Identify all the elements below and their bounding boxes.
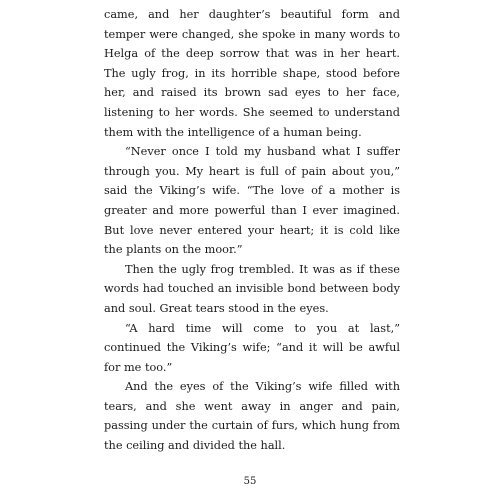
page-number: 55 (243, 476, 257, 487)
paragraph-4: “A hard time will come to you at last,” continued the Viking’s wife; “and it will be awful for me too.” (104, 321, 400, 374)
paragraph-3: Then the ugly frog trembled. It was as if these words had touched an invisible bond between body and soul. Great tears stood in the eyes. (104, 262, 400, 315)
body-text (104, 5, 400, 456)
paragraph-2: “Never once I told my husband what I suffer through you. My heart is full of pain about you,” said the Viking’s wife. “The love of a mother is greater and more powerful than I ever imagined. But love never entered your heart; it is cold like the plants on the moor.” (104, 145, 400, 257)
paragraph-5: And the eyes of the Viking’s wife filled with tears, and she went away in anger and pain, passing under the curtain of furs, which hung from the ceiling and divided the hall. (104, 380, 400, 453)
paragraph-1: came, and her daughter’s beautiful form and temper were changed, she spoke in many words to Helga of the deep sorrow that was in her heart. The ugly frog, in its horrible shape, stood before her, and raised its brown sad eyes to her face, listening to her words. She seemed to understand them with the intelligence of a human being. (104, 8, 400, 139)
